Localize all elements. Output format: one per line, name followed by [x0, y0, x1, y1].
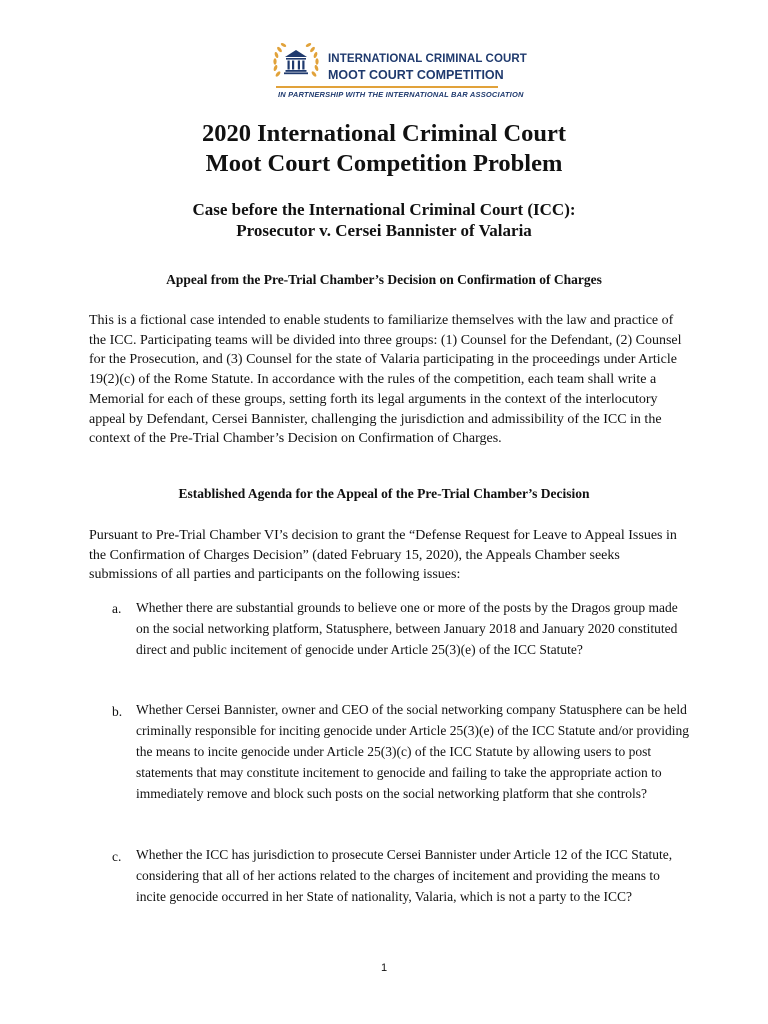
document-title-line-1: 2020 International Criminal Court: [201, 120, 567, 147]
logo-text-court: INTERNATIONAL CRIMINAL COURT: [328, 53, 527, 65]
agenda-intro-paragraph: Pursuant to Pre-Trial Chamber VI’s decision to grant the “Defense Request for Leave to Appeal Issues in the Confirmation of Charges Decision” (dated February 15, 2020), the Appeals Chamber seeks submissions of all parties and participants on the following issues:: [89, 528, 677, 583]
competition-logo: [268, 38, 527, 106]
issue-c-letter: c.: [112, 849, 122, 864]
case-subtitle-line-1: Case before the International Criminal Court (ICC):: [192, 200, 576, 219]
appeal-heading: Appeal from the Pre-Trial Chamber’s Decision on Confirmation of Charges: [166, 272, 602, 287]
issue-a-text: Whether there are substantial grounds to believe one or more of the posts by the Dragos group made on the social networking platform, Statusphere, between January 2018 and January 2020 constituted direct and public incitement of genocide under Article 25(3)(e) of the ICC Statute?: [136, 600, 678, 657]
case-subtitle-line-2: Prosecutor v. Cersei Bannister of Valaria: [236, 221, 532, 240]
logo-text-competition: MOOT COURT COMPETITION: [328, 68, 504, 82]
issue-b-text: Whether Cersei Bannister, owner and CEO of the social networking company Statusphere can be held criminally responsible for inciting genocide under Article 25(3)(e) of the ICC Statute and/or providing the means to incite genocide under Article 25(3)(c) of the ICC Statute by allowing users to post statements that may constitute incitement to genocide and failing to take the appropriate action to immediately remove and block such posts on the social networking platform that she controls?: [136, 702, 689, 801]
intro-paragraph: This is a fictional case intended to enable students to familiarize themselves with the law and practice of the ICC. Participating teams will be divided into three groups: (1) Counsel for the Defendant, (2) Counsel for the Prosecution, and (3) Counsel for the state of Valaria participating in the proceedings under Article 19(2)(c) of the Rome Statute. In accordance with the rules of the competition, each team shall write a Memorial for each of these groups, setting forth its legal arguments in the context of the interlocutory appeal by Defendant, Cersei Bannister, challenging the jurisdiction and admissibility of the ICC in the context of the Pre-Trial Chamber’s Decision on Confirmation of Charges.: [89, 313, 682, 447]
logo-divider: [276, 86, 498, 88]
issue-b-letter: b.: [112, 704, 123, 719]
logo-text-partnership: IN PARTNERSHIP WITH THE INTERNATIONAL BAR ASSOCIATION: [278, 90, 524, 99]
courthouse-laurel-icon: [268, 38, 328, 86]
issue-a-letter: a.: [112, 601, 122, 616]
page-number: 1: [380, 962, 388, 974]
agenda-heading: Established Agenda for the Appeal of the Pre-Trial Chamber’s Decision: [178, 486, 590, 501]
document-title-line-2: Moot Court Competition Problem: [205, 150, 563, 177]
issue-c-text: Whether the ICC has jurisdiction to prosecute Cersei Bannister under Article 12 of the ICC Statute, considering that all of her actions related to the charges of incitement and providing the means to incite genocide occurred in her State of nationality, Valaria, which is not a party to the ICC?: [136, 847, 673, 904]
